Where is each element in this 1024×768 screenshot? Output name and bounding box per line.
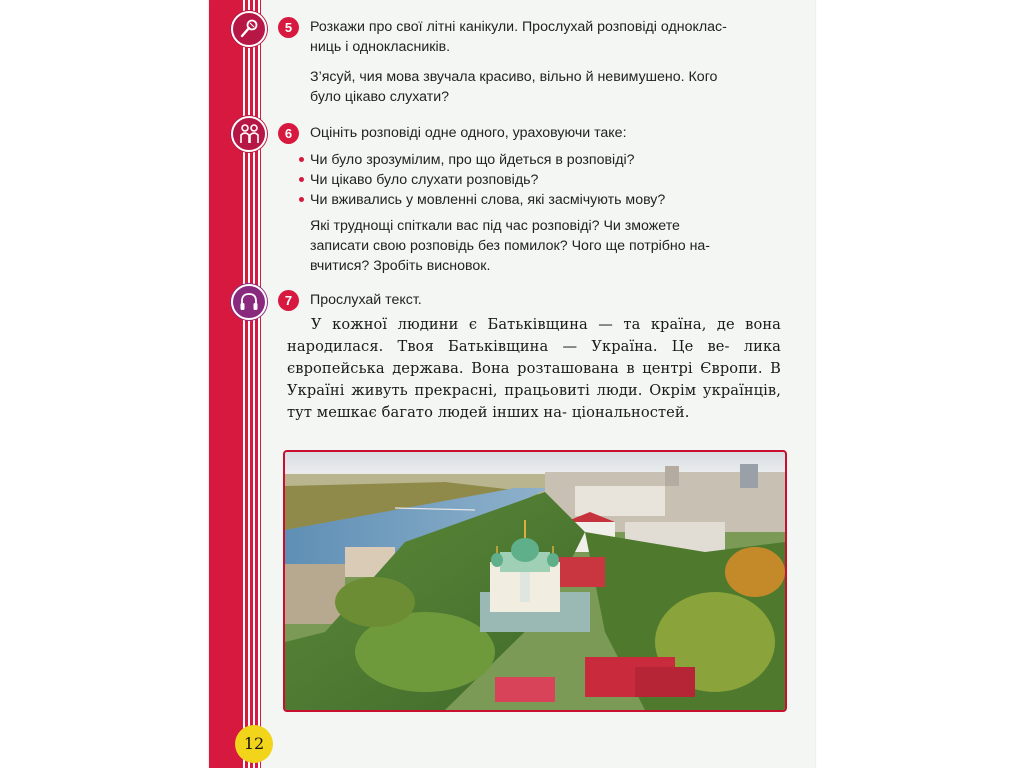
list-item: Чи було зрозумілим, про що йдеться в розповіді? [299,150,779,170]
task-6-number: 6 [278,123,299,144]
list-item: Чи вживались у мовленні слова, які засмічують мову? [299,190,779,210]
page-number: 12 [235,725,273,763]
task-7-instruction: Прослухай текст. [310,292,422,308]
task-7-number: 7 [278,290,299,311]
kyiv-city-photo [283,450,787,712]
task-5-number: 5 [278,17,299,38]
page-margin-strip [209,0,261,768]
task-6-criteria-list [299,150,779,210]
microphone-icon [231,11,267,47]
task-6-instruction: Оцініть розповіді одне одного, ураховуючи таке: [310,125,627,141]
task-6-followup: Які труднощі спіткали вас під час розповіді? Чи зможете записати свою розповідь без помилок? Чого ще потрібно на- вчитися? Зробіть висновок. [310,218,711,274]
list-item: Чи цікаво було слухати розповідь? [299,170,779,190]
reading-text: У кожної людини є Батьківщина — та країна, де вона народилася. Твоя Батьківщина — Україна. Це ве- лика європейська держава. Вона розташована в центрі Європи. В Україні живуть прекрасні, працьовиті люди. Окрім українців, тут мешкає багато людей інших на- ціональностей. [287,316,781,421]
headphones-icon [231,284,267,320]
task-5-followup: З’ясуй, чия мова звучала красиво, вільно й невимушено. Кого було цікаво слухати? [310,69,718,105]
two-children-icon [231,116,267,152]
task-5-instruction: Розкажи про свої літні канікули. Прослухай розповіді одноклас- ниць і однокласників. [310,19,727,55]
textbook-page [209,0,815,768]
